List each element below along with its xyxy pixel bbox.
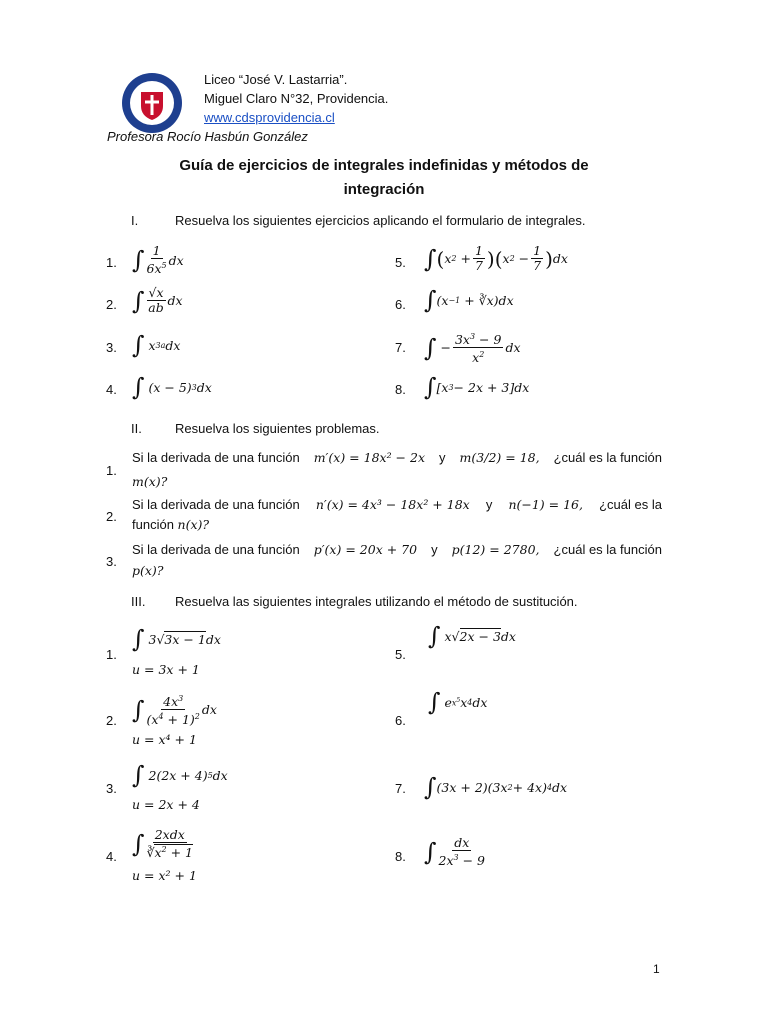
s1-item2-expression: ∫ $\frac{√x}{ab}$ dx: [132, 285, 183, 315]
s3-item3-number: 3.: [106, 781, 117, 796]
s3-item6-expression: ∫ e $x^5$ x 4 dx: [428, 688, 488, 716]
s3-item1-substitution: u = 3x + 1: [132, 662, 200, 677]
section3-roman: III.: [131, 594, 146, 609]
s3-item3-expression: ∫ 2(2x + 4) 5 dx: [132, 761, 228, 789]
s2-problem2-line1: Si la derivada de una función n′(x) = 4x³ − 18x² + 18x y n(−1) = 16, ¿cuál es la: [132, 497, 662, 512]
s1-item6-expression: ∫ (x −1 + ∛x)dx: [424, 286, 514, 314]
page-title: Guía de ejercicios de integrales indefinidas y métodos de: [179, 157, 589, 174]
s1-item3-expression: ∫ x 3a dx: [132, 331, 181, 359]
page-title-line2: integración: [343, 181, 425, 198]
s3-item7-expression: ∫ (3x + 2)(3x 2 + 4x) 4 dx: [424, 773, 568, 801]
s3-item1-number: 1.: [106, 647, 117, 662]
section1-instruction: Resuelva los siguientes ejercicios aplicando el formulario de integrales.: [175, 213, 586, 228]
page-number: 1: [653, 962, 660, 976]
s1-item2-number: 2.: [106, 297, 117, 312]
s1-item1-number: 1.: [106, 255, 117, 270]
s2-problem3-line1: Si la derivada de una función p′(x) = 20x + 70 y p(12) = 2780, ¿cuál es la función: [132, 542, 662, 557]
s3-item6-number: 6.: [395, 713, 406, 728]
s3-item4-expression: ∫ $\frac{\text{2xdx}}{∛x^2 + 1}$: [132, 827, 194, 861]
s3-item4-substitution: u = x² + 1: [132, 868, 197, 883]
s2-problem1-line1: Si la derivada de una función m′(x) = 18x² − 2x y m(3/2) = 18, ¿cuál es la función: [132, 450, 662, 465]
s3-item3-substitution: u = 2x + 4: [132, 797, 200, 812]
s1-item1-expression: ∫ $\frac{1}{6x^5}$ dx: [132, 243, 184, 277]
s3-item1-expression: ∫ 3√ 3x − 1 dx: [132, 625, 221, 653]
s3-item4-number: 4.: [106, 849, 117, 864]
school-address: Miguel Claro N°32, Providencia.: [204, 91, 389, 106]
s1-item5-number: 5.: [395, 255, 406, 270]
section1-roman: I.: [131, 213, 139, 228]
s3-item2-number: 2.: [106, 713, 117, 728]
s3-item5-expression: ∫ x√ 2x − 3 dx: [428, 622, 516, 650]
s2-problem3-number: 3.: [106, 554, 117, 569]
s2-problem2-line2: función n(x)?: [132, 517, 210, 532]
s1-item7-expression: ∫ − $\frac{3x^3 - 9}{x^2}$ dx: [424, 332, 521, 366]
s1-item8-number: 8.: [395, 382, 406, 397]
school-name: Liceo “José V. Lastarria”.: [204, 72, 348, 87]
s1-item4-number: 4.: [106, 382, 117, 397]
s3-item5-number: 5.: [395, 647, 406, 662]
section3-instruction: Resuelva las siguientes integrales utilizando el método de sustitución.: [175, 594, 578, 609]
section2-roman: II.: [131, 421, 142, 436]
s2-problem2-number: 2.: [106, 509, 117, 524]
teacher-name: Profesora Rocío Hasbún González: [107, 129, 308, 144]
school-logo: [121, 72, 183, 134]
s3-item2-expression: ∫ $\frac{4x^3}{(x^4 + 1)^2}$ dx: [132, 694, 217, 728]
s3-item2-substitution: u = x⁴ + 1: [132, 732, 197, 747]
s1-item3-number: 3.: [106, 340, 117, 355]
s3-item7-number: 7.: [395, 781, 406, 796]
s3-item8-number: 8.: [395, 849, 406, 864]
s2-problem1-line2: m(x)?: [132, 474, 168, 489]
s3-item8-expression: ∫ $\frac{dx}{2x^3 - 9}$: [424, 835, 485, 869]
s1-item6-number: 6.: [395, 297, 406, 312]
s1-item4-expression: ∫ (x − 5) 3 dx: [132, 373, 212, 401]
s1-item8-expression: ∫ [x 3 − 2x + 3]dx: [424, 373, 530, 401]
website-link[interactable]: www.cdsprovidencia.cl: [204, 110, 335, 125]
s1-item5-expression: ∫ ( x 2 + $\frac{1}{7}$ )( x 2 − $\frac{1}{7}$ ) dx: [424, 243, 568, 273]
s2-problem3-line2: p(x)?: [132, 563, 164, 578]
s2-problem1-number: 1.: [106, 463, 117, 478]
section2-instruction: Resuelva los siguientes problemas.: [175, 421, 380, 436]
s1-item7-number: 7.: [395, 340, 406, 355]
